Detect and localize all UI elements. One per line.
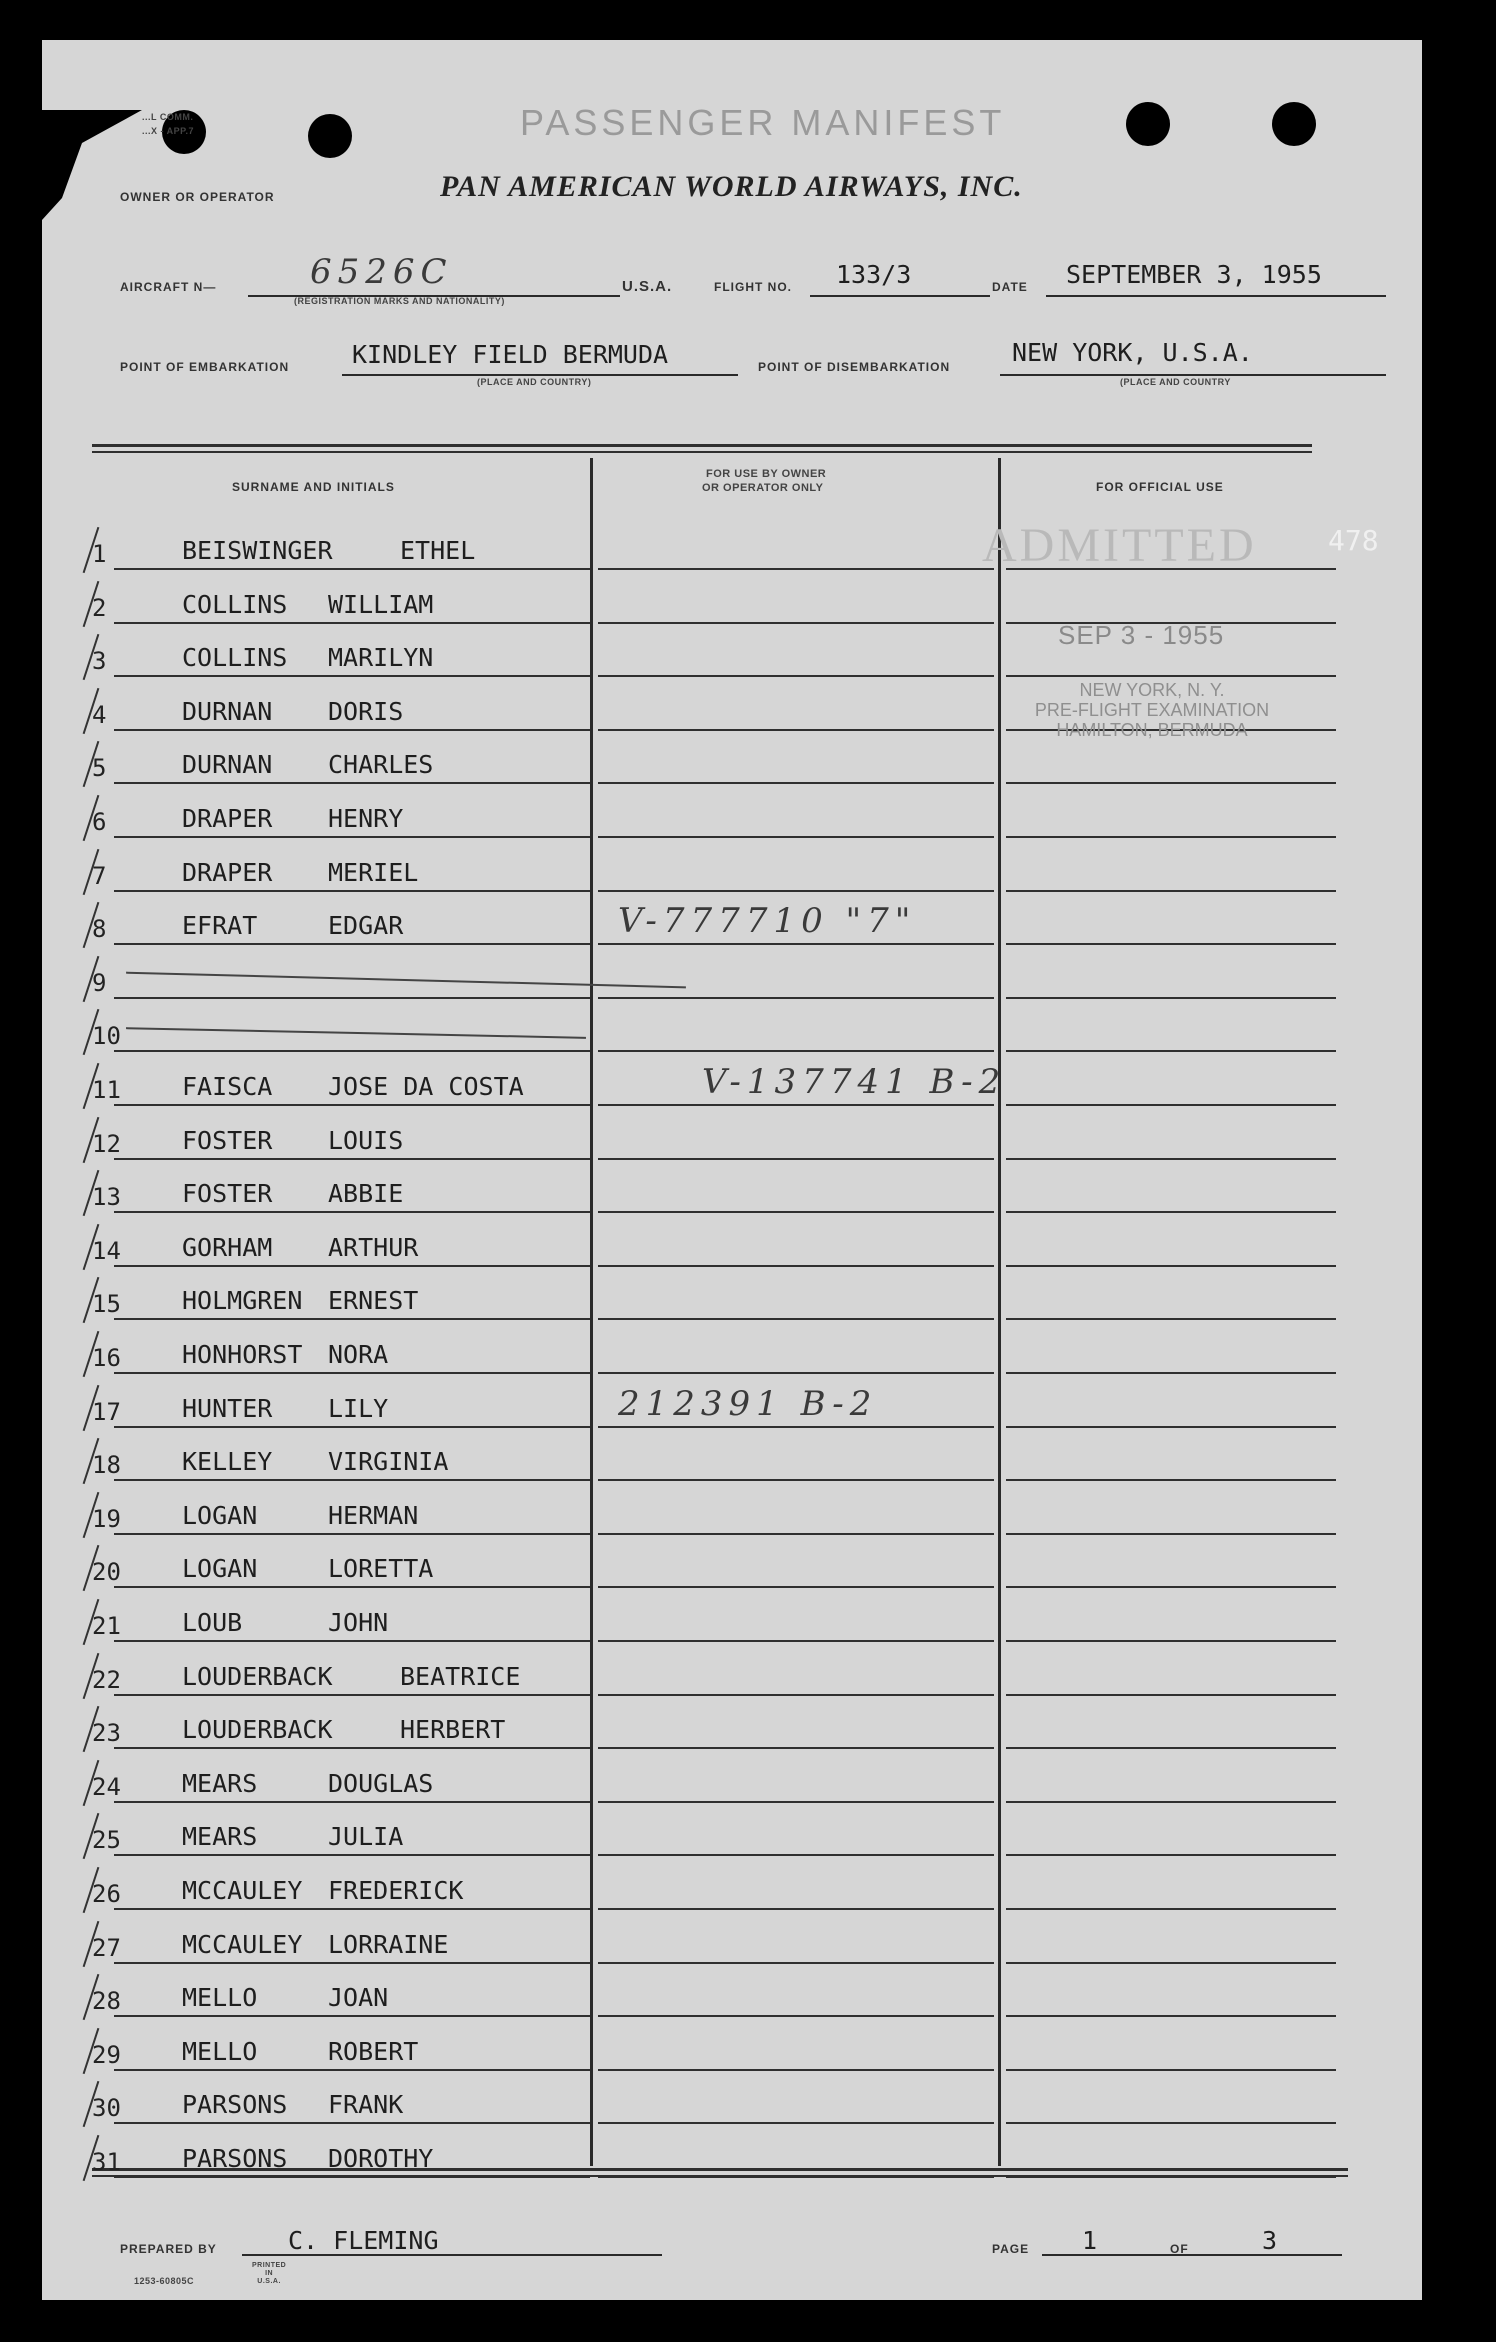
row-rule-official	[1006, 890, 1336, 892]
stamp-place-line-1: NEW YORK, N. Y.	[1079, 680, 1225, 700]
row-rule-name	[114, 1318, 590, 1320]
col-owner-header-1: FOR USE BY OWNER	[706, 468, 827, 480]
row-surname: MEARS	[182, 1769, 258, 1798]
punch-hole-left-2	[308, 114, 352, 158]
row-rule-name	[114, 782, 590, 784]
row-rule-name	[114, 1372, 590, 1374]
row-given-name: VIRGINIA	[328, 1447, 449, 1476]
row-rule-official	[1006, 1533, 1336, 1535]
row-surname: DURNAN	[182, 750, 273, 779]
printer-mark-line-2: IN	[265, 2270, 274, 2277]
row-rule-name	[114, 1694, 590, 1696]
row-rule-owner	[598, 1586, 994, 1588]
row-owner-note: V-137741 B-2	[702, 1062, 1007, 1102]
row-rule-name	[114, 1050, 590, 1052]
row-rule-name	[114, 1801, 590, 1803]
disembark-place: NEW YORK, U.S.A.	[1012, 338, 1253, 367]
row-rule-owner	[598, 2176, 994, 2178]
row-rule-owner	[598, 1747, 994, 1749]
form-title: PASSENGER MANIFEST	[520, 102, 1006, 143]
row-number: 14	[92, 1237, 121, 1265]
aircraft-label: AIRCRAFT N—	[120, 280, 217, 294]
flight-label: FLIGHT NO.	[714, 280, 792, 294]
row-rule-owner	[598, 2069, 994, 2071]
row-surname: MELLO	[182, 2037, 258, 2066]
row-rule-official	[1006, 1908, 1336, 1910]
row-rule-owner	[598, 2015, 994, 2017]
row-surname: MEARS	[182, 1822, 258, 1851]
row-rule-official	[1006, 1801, 1336, 1803]
row-number: 23	[92, 1719, 121, 1747]
aircraft-country: U.S.A.	[622, 278, 673, 295]
embark-label: POINT OF EMBARKATION	[120, 360, 290, 374]
row-given-name: JOAN	[328, 1983, 389, 2012]
row-surname: LOUB	[182, 1608, 243, 1637]
side-number: 478	[1328, 524, 1379, 557]
prepared-label: PREPARED BY	[120, 2242, 217, 2256]
embark-place: KINDLEY FIELD BERMUDA	[352, 340, 669, 369]
row-given-name: ROBERT	[328, 2037, 419, 2066]
row-surname: LOUDERBACK	[182, 1715, 333, 1744]
row-given-name: FREDERICK	[328, 1876, 464, 1905]
row-rule-name	[114, 1908, 590, 1910]
row-rule-official	[1006, 1104, 1336, 1106]
row-number: 19	[92, 1505, 121, 1533]
row-surname: MELLO	[182, 1983, 258, 2012]
row-rule-official	[1006, 2069, 1336, 2071]
col-owner-header-2: OR OPERATOR ONLY	[702, 482, 824, 494]
row-surname: DRAPER	[182, 858, 273, 887]
row-rule-official	[1006, 1211, 1336, 1213]
row-number: 15	[92, 1290, 121, 1318]
disembark-label: POINT OF DISEMBARKATION	[758, 360, 951, 374]
row-rule-name	[114, 1854, 590, 1856]
row-rule-name	[114, 1747, 590, 1749]
row-surname: LOUDERBACK	[182, 1662, 333, 1691]
row-rule-name	[114, 1962, 590, 1964]
row-rule-name	[114, 890, 590, 892]
aircraft-registration: 6526C	[310, 252, 453, 292]
row-struck-out	[126, 1027, 586, 1039]
row-given-name: ARTHUR	[328, 1233, 419, 1262]
row-number: 17	[92, 1398, 121, 1426]
row-surname: FOSTER	[182, 1126, 273, 1155]
row-surname: LOGAN	[182, 1501, 258, 1530]
row-rule-official	[1006, 1426, 1336, 1428]
row-number: 31	[92, 2148, 121, 2176]
row-number: 11	[92, 1076, 121, 1104]
page-total: 3	[1262, 2226, 1278, 2255]
row-rule-official	[1006, 1318, 1336, 1320]
row-surname: PARSONS	[182, 2144, 288, 2173]
row-rule-owner	[598, 1962, 994, 1964]
row-number: 6	[92, 808, 107, 836]
stamp-place-line-2: PRE-FLIGHT EXAMINATION	[1034, 700, 1270, 720]
row-rule-owner	[598, 1104, 994, 1106]
row-number: 28	[92, 1987, 121, 2015]
row-rule-official	[1006, 2176, 1336, 2178]
row-rule-name	[114, 1640, 590, 1642]
row-number: 24	[92, 1773, 121, 1801]
row-rule-owner	[598, 1640, 994, 1642]
row-rule-name	[114, 2176, 590, 2178]
row-rule-name	[114, 1104, 590, 1106]
row-surname: COLLINS	[182, 643, 288, 672]
row-rule-name	[114, 675, 590, 677]
row-rule-official	[1006, 1265, 1336, 1267]
row-given-name: JULIA	[328, 1822, 404, 1851]
row-rule-name	[114, 2069, 590, 2071]
row-given-name: LOUIS	[328, 1126, 404, 1155]
flight-date: SEPTEMBER 3, 1955	[1066, 260, 1322, 289]
row-rule-official	[1006, 1050, 1336, 1052]
row-given-name: LORETTA	[328, 1554, 434, 1583]
row-rule-name	[114, 836, 590, 838]
row-number: 10	[92, 1022, 121, 1050]
row-given-name: ETHEL	[400, 536, 476, 565]
row-rule-owner	[598, 836, 994, 838]
row-surname: PARSONS	[182, 2090, 288, 2119]
row-surname: DRAPER	[182, 804, 273, 833]
row-rule-official	[1006, 943, 1336, 945]
manifest-sheet	[42, 40, 1422, 2300]
row-surname: COLLINS	[182, 590, 288, 619]
stamp-place-line-3: HAMILTON, BERMUDA	[1056, 720, 1248, 740]
operator-name: PAN AMERICAN WORLD AIRWAYS, INC.	[440, 170, 1023, 203]
row-number: 27	[92, 1934, 121, 1962]
row-number: 2	[92, 594, 107, 622]
row-rule-owner	[598, 1372, 994, 1374]
row-given-name: LORRAINE	[328, 1930, 449, 1959]
punch-hole-right-2	[1272, 102, 1316, 146]
row-number: 12	[92, 1130, 121, 1158]
row-rule-owner	[598, 943, 994, 945]
row-given-name: NORA	[328, 1340, 389, 1369]
col-official-header: FOR OFFICIAL USE	[1096, 480, 1224, 494]
row-given-name: LILY	[328, 1394, 389, 1423]
printer-mark-line-3: U.S.A.	[257, 2278, 281, 2285]
row-number: 30	[92, 2094, 121, 2122]
row-number: 25	[92, 1826, 121, 1854]
row-rule-owner	[598, 622, 994, 624]
row-number: 20	[92, 1558, 121, 1586]
row-surname: FOSTER	[182, 1179, 273, 1208]
row-number: 22	[92, 1666, 121, 1694]
row-rule-owner	[598, 675, 994, 677]
row-surname: FAISCA	[182, 1072, 273, 1101]
row-rule-owner	[598, 1426, 994, 1428]
row-rule-owner	[598, 1533, 994, 1535]
row-rule-owner	[598, 1479, 994, 1481]
row-rule-name	[114, 997, 590, 999]
row-number: 1	[92, 540, 107, 568]
prepared-by: C. FLEMING	[288, 2226, 439, 2255]
punch-hole-right-1	[1126, 102, 1170, 146]
row-surname: MCCAULEY	[182, 1876, 303, 1905]
row-rule-official	[1006, 1479, 1336, 1481]
row-surname: LOGAN	[182, 1554, 258, 1583]
row-owner-note: 212391 B-2	[618, 1384, 878, 1424]
row-number: 16	[92, 1344, 121, 1372]
row-rule-owner	[598, 1265, 994, 1267]
row-rule-name	[114, 2015, 590, 2017]
row-rule-owner	[598, 1694, 994, 1696]
row-given-name: JOHN	[328, 1608, 389, 1637]
corner-form-ref-1: ...L COMM.	[142, 112, 194, 122]
row-rule-name	[114, 1158, 590, 1160]
page-of-label: OF	[1170, 2242, 1189, 2256]
row-rule-official	[1006, 1158, 1336, 1160]
row-surname: EFRAT	[182, 911, 258, 940]
row-given-name: ERNEST	[328, 1286, 419, 1315]
row-rule-name	[114, 568, 590, 570]
row-rule-owner	[598, 890, 994, 892]
row-given-name: HERBERT	[400, 1715, 506, 1744]
row-rule-name	[114, 1265, 590, 1267]
corner-form-ref-2: ...X - APP.7	[142, 126, 195, 136]
row-rule-name	[114, 1586, 590, 1588]
row-struck-out	[126, 972, 686, 989]
row-number: 7	[92, 862, 107, 890]
row-rule-name	[114, 1533, 590, 1535]
row-given-name: MERIEL	[328, 858, 419, 887]
row-rule-official	[1006, 836, 1336, 838]
row-surname: BEISWINGER	[182, 536, 333, 565]
row-rule-owner	[598, 1158, 994, 1160]
row-rule-owner	[598, 782, 994, 784]
row-rule-owner	[598, 2122, 994, 2124]
row-given-name: DOROTHY	[328, 2144, 434, 2173]
row-rule-official	[1006, 1747, 1336, 1749]
row-surname: GORHAM	[182, 1233, 273, 1262]
embark-caption: (PLACE AND COUNTRY)	[477, 377, 592, 387]
row-number: 13	[92, 1183, 121, 1211]
stamp-place	[1002, 680, 1302, 740]
row-rule-owner	[598, 568, 994, 570]
page-current: 1	[1082, 2226, 1098, 2255]
row-given-name: BEATRICE	[400, 1662, 521, 1691]
row-given-name: HERMAN	[328, 1501, 419, 1530]
owner-label: OWNER OR OPERATOR	[120, 190, 275, 204]
row-surname: HOLMGREN	[182, 1286, 303, 1315]
row-given-name: FRANK	[328, 2090, 404, 2119]
row-number: 9	[92, 969, 107, 997]
printer-mark	[252, 2262, 286, 2286]
row-rule-owner	[598, 997, 994, 999]
form-number: 1253-60805C	[134, 2276, 195, 2286]
page-label: PAGE	[992, 2242, 1030, 2256]
date-label: DATE	[992, 280, 1028, 294]
stamp-date: SEP 3 - 1955	[1058, 620, 1225, 650]
row-surname: MCCAULEY	[182, 1930, 303, 1959]
row-rule-owner	[598, 1854, 994, 1856]
row-given-name: DORIS	[328, 697, 404, 726]
row-owner-note: V-777710 "7"	[618, 901, 917, 941]
printer-mark-line-1: PRINTED	[252, 2262, 287, 2269]
row-rule-owner	[598, 1801, 994, 1803]
row-surname: HONHORST	[182, 1340, 303, 1369]
row-given-name: ABBIE	[328, 1179, 404, 1208]
row-rule-official	[1006, 675, 1336, 677]
row-rule-owner	[598, 729, 994, 731]
row-rule-owner	[598, 1050, 994, 1052]
row-number: 18	[92, 1451, 121, 1479]
row-rule-official	[1006, 1586, 1336, 1588]
row-number: 4	[92, 701, 107, 729]
row-rule-official	[1006, 2015, 1336, 2017]
row-number: 29	[92, 2041, 121, 2069]
row-rule-official	[1006, 2122, 1336, 2124]
col-name-header: SURNAME AND INITIALS	[232, 480, 395, 494]
row-given-name: JOSE DA COSTA	[328, 1072, 524, 1101]
row-number: 26	[92, 1880, 121, 1908]
row-rule-owner	[598, 1211, 994, 1213]
row-number: 3	[92, 647, 107, 675]
row-number: 21	[92, 1612, 121, 1640]
flight-number: 133/3	[836, 260, 912, 289]
row-rule-name	[114, 943, 590, 945]
row-rule-official	[1006, 1854, 1336, 1856]
row-rule-official	[1006, 1640, 1336, 1642]
row-given-name: EDGAR	[328, 911, 404, 940]
row-surname: HUNTER	[182, 1394, 273, 1423]
row-given-name: WILLIAM	[328, 590, 434, 619]
row-given-name: DOUGLAS	[328, 1769, 434, 1798]
row-rule-name	[114, 1426, 590, 1428]
row-rule-name	[114, 622, 590, 624]
row-given-name: MARILYN	[328, 643, 434, 672]
row-rule-official	[1006, 1694, 1336, 1696]
row-rule-official	[1006, 782, 1336, 784]
disembark-caption: (PLACE AND COUNTRY	[1120, 377, 1231, 387]
row-rule-owner	[598, 1318, 994, 1320]
row-rule-name	[114, 1211, 590, 1213]
row-rule-official	[1006, 1372, 1336, 1374]
row-number: 8	[92, 915, 107, 943]
row-rule-official	[1006, 997, 1336, 999]
row-rule-official	[1006, 1962, 1336, 1964]
row-given-name: CHARLES	[328, 750, 434, 779]
row-rule-name	[114, 2122, 590, 2124]
row-rule-owner	[598, 1908, 994, 1910]
row-rule-name	[114, 729, 590, 731]
row-number: 5	[92, 754, 107, 782]
row-rule-name	[114, 1479, 590, 1481]
admitted-stamp: ADMITTED	[982, 519, 1257, 572]
row-surname: DURNAN	[182, 697, 273, 726]
row-surname: KELLEY	[182, 1447, 273, 1476]
aircraft-caption: (REGISTRATION MARKS AND NATIONALITY)	[294, 296, 505, 306]
row-given-name: HENRY	[328, 804, 404, 833]
